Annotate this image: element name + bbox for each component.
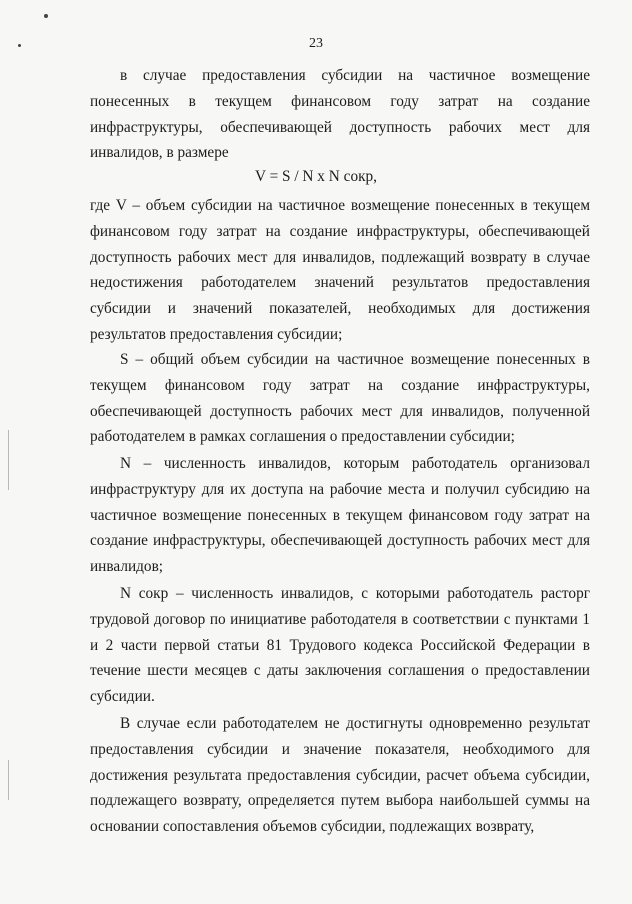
scan-artifact-dot bbox=[44, 14, 48, 18]
page-number: 23 bbox=[309, 36, 323, 51]
closing-paragraph: В случае если работодателем не достигнуты одновременно результат предоставления субсидии и значение показателя, необходимого для достижения результата предоставления субсидии, расчет объема субсидии, подлежащего возврату, определяется путем выбора наибольшей суммы на основании сопоставления объемов субсидии, подлежащих возврату, bbox=[90, 715, 590, 836]
s-definition-paragraph: S – общий объем субсидии на частичное возмещение понесенных в текущем финансовом году затрат на создание инфраструктуры, обеспечивающей доступность рабочих мест для инвалидов, полученной работодателем в рамках соглашения о предоставлении субсидии; bbox=[90, 351, 590, 446]
scan-edge-mark bbox=[8, 430, 9, 490]
n-definition-paragraph: N – численность инвалидов, которым работодатель организовал инфраструктуру для их доступа на рабочие места и получил субсидию на частичное возмещение понесенных в текущем финансовом году затрат на создание инфраструктуры, обеспечивающей доступность рабочих мест для инвалидов; bbox=[90, 455, 590, 576]
intro-paragraph: в случае предоставления субсидии на частичное возмещение понесенных в текущем финансовом году затрат на создание инфраструктуры, обеспечивающей доступность рабочих мест для инвалидов, в размере bbox=[90, 67, 590, 162]
formula: V = S / N x N сокр, bbox=[254, 168, 377, 185]
n-sokr-definition-paragraph: N сокр – численность инвалидов, с которыми работодатель расторг трудовой договор по инициативе работодателя в соответствии с пунктами 1 и 2 части первой статьи 81 Трудового кодекса Российской Федерации в течение шести месяцев с даты заключения соглашения о предоставлении субсидии. bbox=[90, 585, 590, 706]
scan-edge-mark bbox=[8, 760, 9, 800]
v-definition-paragraph: где V – объем субсидии на частичное возмещение понесенных в текущем финансовом году затрат на создание инфраструктуры, обеспечивающей доступность рабочих мест для инвалидов, подлежащий возврату в случае недостижения работодателем значений результатов предоставления субсидии и значений показателей, необходимых для достижения результатов предоставления субсидии; bbox=[90, 197, 590, 343]
